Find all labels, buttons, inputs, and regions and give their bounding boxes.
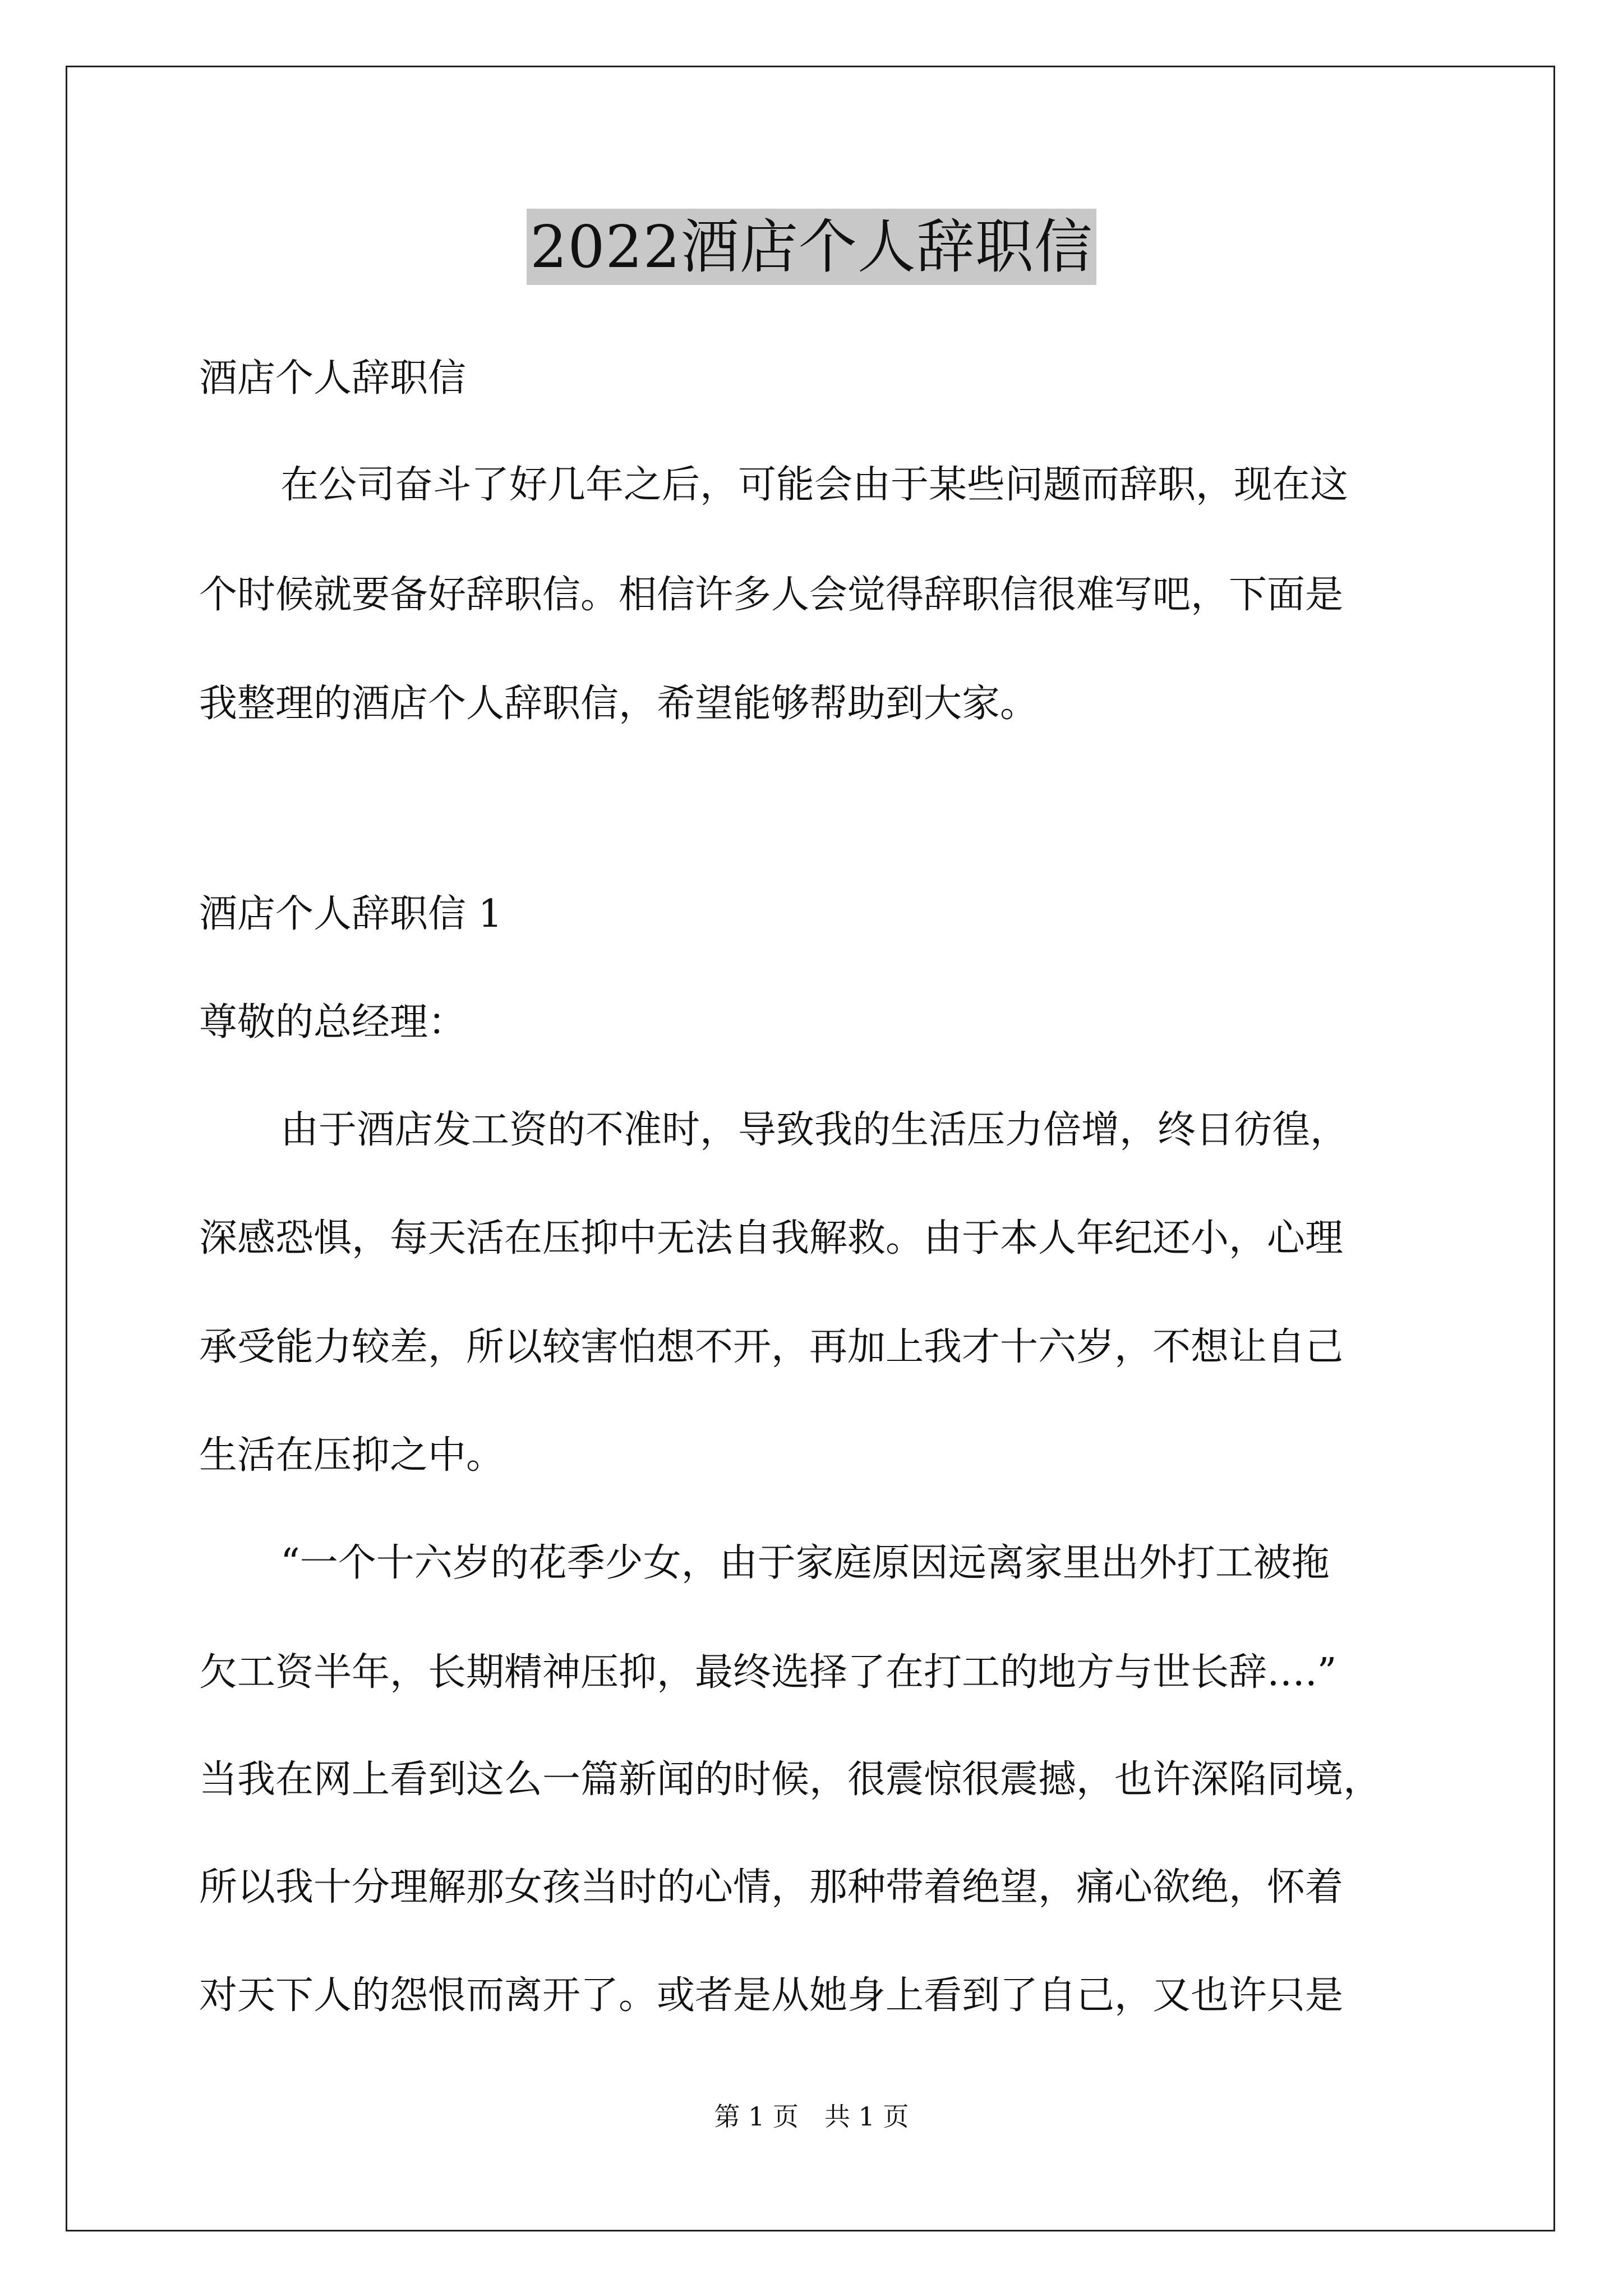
paragraph-line: 所以我十分理解那女孩当时的心情，那种带着绝望，痛心欲绝，怀着 [199, 1865, 1344, 1910]
paragraph-line: 生活在压抑之中。 [199, 1433, 505, 1478]
paragraph-line: 我整理的酒店个人辞职信，希望能够帮助到大家。 [199, 682, 1039, 726]
paragraph-line: 深感恐惧，每天活在压抑中无法自我解救。由于本人年纪还小，心理 [199, 1216, 1344, 1260]
page-footer: 第 1 页 共 1 页 [714, 2101, 909, 2132]
salutation: 尊敬的总经理： [199, 1000, 467, 1045]
paragraph-line: 对天下人的怨恨而离开了。或者是从她身上看到了自己，又也许只是 [199, 1973, 1344, 2018]
paragraph-line: 个时候就要备好辞职信。相信许多人会觉得辞职信很难写吧，下面是 [199, 573, 1344, 617]
paragraph-line: 承受能力较差，所以较害怕想不开，再加上我才十六岁，不想让自己 [199, 1325, 1344, 1369]
paragraph-line: 欠工资半年，长期精神压抑，最终选择了在打工的地方与世长辞….” [199, 1650, 1337, 1695]
paragraph-line: “一个十六岁的花季少女，由于家庭原因远离家里出外打工被拖 [280, 1541, 1330, 1585]
paragraph-line: 在公司奋斗了好几年之后，可能会由于某些问题而辞职，现在这 [280, 463, 1349, 507]
letter-heading: 酒店个人辞职信 1 [199, 892, 502, 936]
title-container [0, 209, 1623, 285]
section-heading: 酒店个人辞职信 [199, 356, 467, 401]
paragraph-line: 当我在网上看到这么一篇新闻的时候，很震惊很震撼，也许深陷同境， [199, 1757, 1382, 1802]
paragraph-line: 由于酒店发工资的不准时，导致我的生活压力倍增，终日彷徨， [280, 1108, 1349, 1152]
document-title: 2022酒店个人辞职信 [527, 209, 1096, 285]
